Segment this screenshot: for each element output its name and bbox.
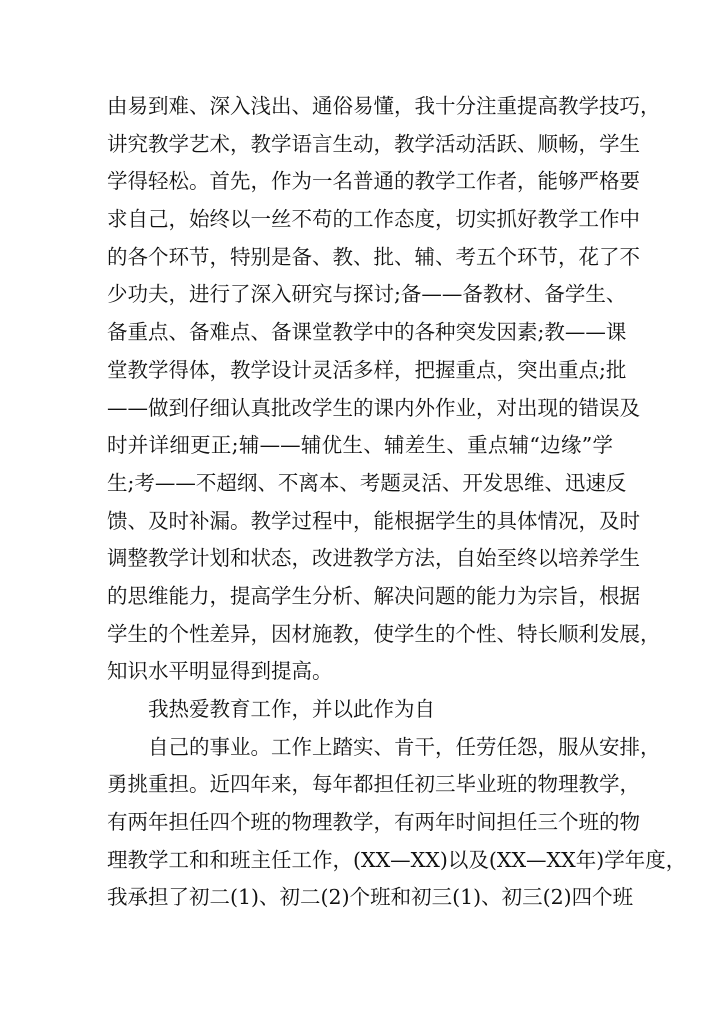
text-line: 知识水平明显得到提高。 [107,659,333,684]
text-line: 的各个环节，特别是备、教、批、辅、考五个环节，花了不 [107,244,640,269]
body-text [107,88,687,917]
text-line: ——做到仔细认真批改学生的课内外作业，对出现的错误及 [107,395,640,420]
paragraph-start-line: 我热爱教育工作，并以此作为自 [148,697,435,721]
paragraph-start-line: 自己的事业。工作上踏实、肯干，任劳任怨，服从安排， [148,734,661,759]
text-line: 馈、及时补漏。教学过程中，能根据学生的具体情况，及时 [107,508,640,533]
text-line: 有两年担任四个班的物理教学，有两年时间担任三个班的物 [107,810,640,835]
text-line: 我承担了初二(1)、初二(2)个班和初三(1)、初三(2)四个班 [107,885,634,910]
text-line: 求自己，始终以一丝不苟的工作态度，切实抓好教学工作中 [107,207,640,232]
text-line: 少功夫，进行了深入研究与探讨;备——备教材、备学生、 [107,282,627,307]
text-line: 讲究教学艺术，教学语言生动，教学活动活跃、顺畅，学生 [107,131,640,156]
text-line: 调整教学计划和状态，改进教学方法，自始至终以培养学生 [107,546,640,571]
text-line: 堂教学得体，教学设计灵活多样，把握重点，突出重点;批 [107,357,627,382]
text-line: 的思维能力，提高学生分析、解决问题的能力为宗旨，根据 [107,583,640,608]
text-line: 由易到难、深入浅出、通俗易懂，我十分注重提高教学技巧， [107,94,661,118]
text-line: 勇挑重担。近四年来，每年都担任初三毕业班的物理教学， [107,772,640,797]
text-line: 理教学工和和班主任工作，(XX—XX)以及(XX—XX年)学年度， [107,847,687,872]
text-line: 学得轻松。首先，作为一名普通的教学工作者，能够严格要 [107,169,640,194]
text-line: 时并详细更正;辅——辅优生、辅差生、重点辅“边缘”学 [107,433,613,458]
text-line: 备重点、备难点、备课堂教学中的各种突发因素;教——课 [107,320,627,345]
text-line: 生;考——不超纲、不离本、考题灵活、开发思维、迅速反 [107,470,627,495]
text-line: 学生的个性差异，因材施教，使学生的个性、特长顺利发展， [107,621,661,646]
